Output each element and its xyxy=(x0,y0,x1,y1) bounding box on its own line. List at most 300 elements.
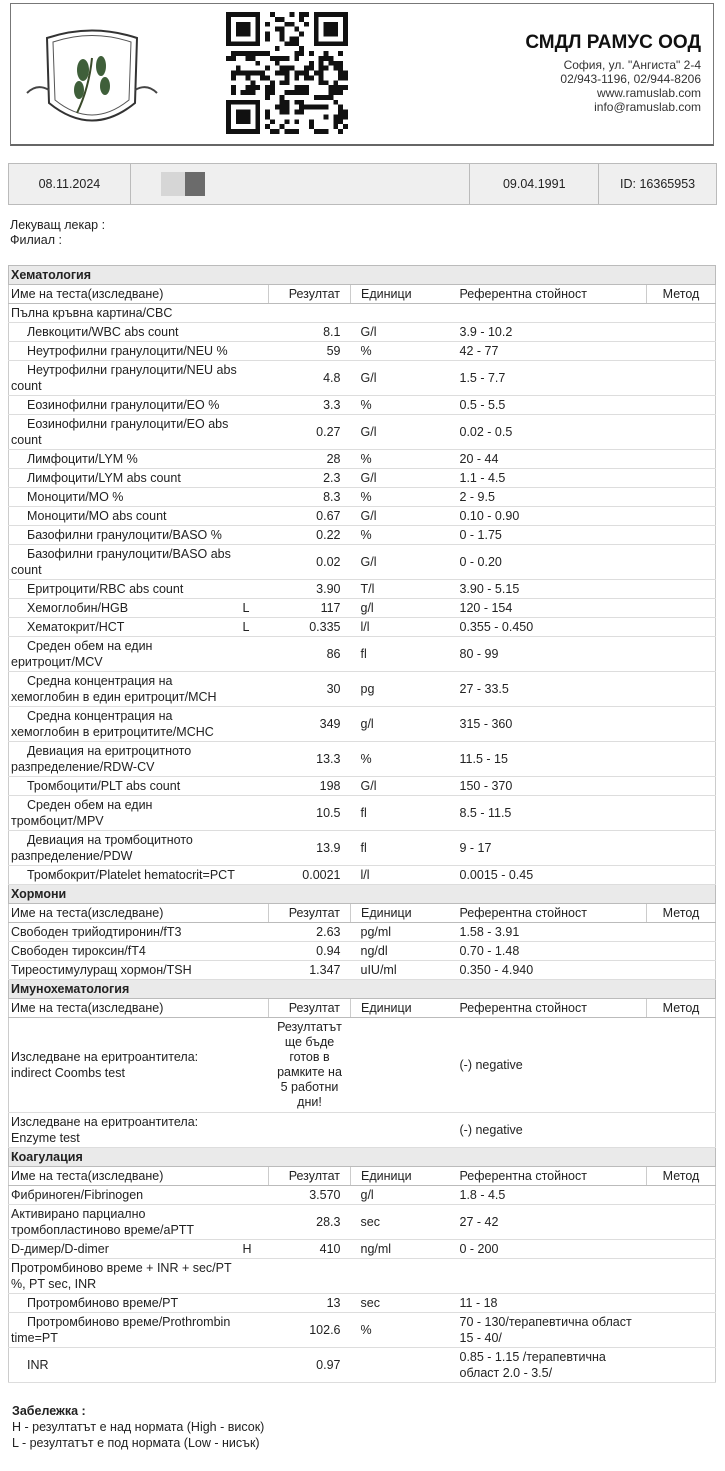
reference-range xyxy=(452,1259,647,1294)
method xyxy=(647,742,716,777)
result-value: 8.1 xyxy=(269,323,351,342)
result-flag xyxy=(241,1205,269,1240)
result-unit: sec xyxy=(351,1294,452,1313)
method xyxy=(647,1018,716,1113)
table-row xyxy=(9,488,716,507)
table-row xyxy=(9,1240,716,1259)
test-name: Среден обем на един тромбоцит/MPV xyxy=(9,796,241,831)
result-unit: % xyxy=(351,742,452,777)
table-row xyxy=(9,923,716,942)
test-name: Моноцити/MO abs count xyxy=(9,507,241,526)
result-flag xyxy=(241,415,269,450)
table-row xyxy=(9,304,716,323)
method xyxy=(647,1205,716,1240)
table-row xyxy=(9,831,716,866)
result-unit: l/l xyxy=(351,618,452,637)
result-value: 2.3 xyxy=(269,469,351,488)
col-result-header: Резултат xyxy=(269,1167,351,1186)
result-value: 4.8 xyxy=(269,361,351,396)
result-value: 410 xyxy=(269,1240,351,1259)
test-name: Свободен трийодтиронин/fT3 xyxy=(9,923,241,942)
result-flag: H xyxy=(241,1240,269,1259)
test-name: Протромбиново време/Prothrombin time=PT xyxy=(9,1313,241,1348)
reference-range: (-) negative xyxy=(452,1113,647,1148)
col-unit-header: Единици xyxy=(351,999,452,1018)
test-name: Моноцити/MO % xyxy=(9,488,241,507)
col-name-header: Име на теста(изследване) xyxy=(9,1167,269,1186)
test-name: Пълна кръвна картина/CBC xyxy=(9,304,241,323)
method xyxy=(647,342,716,361)
result-unit: G/l xyxy=(351,777,452,796)
result-value: 0.67 xyxy=(269,507,351,526)
reference-range: 70 - 130/терапевтична област 15 - 40/ xyxy=(452,1313,647,1348)
test-name: Хематокрит/HCT xyxy=(9,618,241,637)
result-flag xyxy=(241,450,269,469)
result-unit: % xyxy=(351,342,452,361)
reference-range: 0.350 - 4.940 xyxy=(452,961,647,980)
method xyxy=(647,618,716,637)
result-flag xyxy=(241,526,269,545)
reference-range: 27 - 33.5 xyxy=(452,672,647,707)
test-name: Изследване на еритроантитела: indirect Coombs test xyxy=(9,1018,241,1113)
test-name: Тромбоцити/PLT abs count xyxy=(9,777,241,796)
result-flag xyxy=(241,1113,269,1148)
col-ref-header: Референтна стойност xyxy=(452,1167,647,1186)
method xyxy=(647,507,716,526)
result-unit: % xyxy=(351,450,452,469)
result-value: 13.3 xyxy=(269,742,351,777)
result-flag xyxy=(241,1018,269,1113)
reference-range: 8.5 - 11.5 xyxy=(452,796,647,831)
result-flag xyxy=(241,1313,269,1348)
test-name: Средна концентрация на хемоглобин в еритроцитите/MCHC xyxy=(9,707,241,742)
result-flag xyxy=(241,545,269,580)
result-unit: fl xyxy=(351,831,452,866)
col-method-header: Метод xyxy=(647,904,716,923)
result-value xyxy=(269,1259,351,1294)
section-title: Хормони xyxy=(9,885,716,904)
test-name: Тромбокрит/Platelet hematocrit=PCT xyxy=(9,866,241,885)
result-unit: G/l xyxy=(351,415,452,450)
reference-range: 0 - 200 xyxy=(452,1240,647,1259)
section-title: Имунохематология xyxy=(9,980,716,999)
reference-range: 80 - 99 xyxy=(452,637,647,672)
result-unit: G/l xyxy=(351,323,452,342)
table-row xyxy=(9,866,716,885)
col-result-header: Резултат xyxy=(269,285,351,304)
col-unit-header: Единици xyxy=(351,904,452,923)
result-unit: G/l xyxy=(351,507,452,526)
result-unit: ng/dl xyxy=(351,942,452,961)
reference-range: (-) negative xyxy=(452,1018,647,1113)
method xyxy=(647,545,716,580)
patient-bar xyxy=(8,163,717,205)
method xyxy=(647,923,716,942)
result-flag xyxy=(241,580,269,599)
result-value: 13 xyxy=(269,1294,351,1313)
note-line-low: L - резултатът е под нормата (Low - нисък) xyxy=(12,1436,260,1450)
col-name-header: Име на теста(изследване) xyxy=(9,285,269,304)
method xyxy=(647,637,716,672)
reference-range: 2 - 9.5 xyxy=(452,488,647,507)
result-flag xyxy=(241,488,269,507)
lab-header xyxy=(10,3,714,146)
method xyxy=(647,1294,716,1313)
reference-range: 11 - 18 xyxy=(452,1294,647,1313)
table-row xyxy=(9,1313,716,1348)
result-value: 349 xyxy=(269,707,351,742)
result-flag xyxy=(241,796,269,831)
result-value: 30 xyxy=(269,672,351,707)
result-unit: ng/ml xyxy=(351,1240,452,1259)
result-value: 28 xyxy=(269,450,351,469)
method xyxy=(647,1259,716,1294)
result-flag xyxy=(241,1259,269,1294)
table-row xyxy=(9,361,716,396)
reference-range: 9 - 17 xyxy=(452,831,647,866)
result-value: 0.22 xyxy=(269,526,351,545)
method xyxy=(647,488,716,507)
col-ref-header: Референтна стойност xyxy=(452,999,647,1018)
col-unit-header: Единици xyxy=(351,285,452,304)
table-row xyxy=(9,777,716,796)
reference-range: 0.5 - 5.5 xyxy=(452,396,647,415)
section-header xyxy=(9,266,716,285)
reference-range: 1.8 - 4.5 xyxy=(452,1186,647,1205)
result-unit: fl xyxy=(351,796,452,831)
lab-address: София, ул. "Ангиста" 2-4 xyxy=(563,58,701,72)
result-value: 86 xyxy=(269,637,351,672)
table-row xyxy=(9,1186,716,1205)
table-row xyxy=(9,342,716,361)
test-name: Тиреостимулуращ хормон/TSH xyxy=(9,961,241,980)
result-unit: g/l xyxy=(351,599,452,618)
patient-name-redacted xyxy=(131,164,471,204)
result-flag: L xyxy=(241,599,269,618)
test-name: Левкоцити/WBC abs count xyxy=(9,323,241,342)
table-row xyxy=(9,323,716,342)
col-result-header: Резултат xyxy=(269,904,351,923)
reference-range: 11.5 - 15 xyxy=(452,742,647,777)
test-name: Средна концентрация на хемоглобин в един еритроцит/MCH xyxy=(9,672,241,707)
result-value: 3.3 xyxy=(269,396,351,415)
method xyxy=(647,1113,716,1148)
reference-range: 315 - 360 xyxy=(452,707,647,742)
result-value: 0.97 xyxy=(269,1348,351,1383)
result-unit: % xyxy=(351,526,452,545)
test-name: Протромбиново време/PT xyxy=(9,1294,241,1313)
reference-range: 3.90 - 5.15 xyxy=(452,580,647,599)
result-unit: g/l xyxy=(351,707,452,742)
result-value: 0.335 xyxy=(269,618,351,637)
test-name: Протромбиново време + INR + sec/PT %, PT sec, INR xyxy=(9,1259,241,1294)
result-unit xyxy=(351,1018,452,1113)
test-name: Активирано парциално тромбопластиново време/aPTT xyxy=(9,1205,241,1240)
table-row xyxy=(9,1205,716,1240)
table-row xyxy=(9,526,716,545)
section-header xyxy=(9,980,716,999)
lab-email[interactable]: info@ramuslab.com xyxy=(594,100,701,114)
table-row xyxy=(9,545,716,580)
method xyxy=(647,777,716,796)
col-method-header: Метод xyxy=(647,285,716,304)
method xyxy=(647,469,716,488)
col-name-header: Име на теста(изследване) xyxy=(9,999,269,1018)
result-flag xyxy=(241,396,269,415)
result-unit: G/l xyxy=(351,545,452,580)
column-header-row xyxy=(9,285,716,304)
test-name: Еозинофилни гранулоцити/EO abs count xyxy=(9,415,241,450)
result-unit xyxy=(351,304,452,323)
test-name: Девиация на еритроцитното разпределение/RDW-CV xyxy=(9,742,241,777)
reference-range: 0.85 - 1.15 /терапевтична област 2.0 - 3.5/ xyxy=(452,1348,647,1383)
result-unit: sec xyxy=(351,1205,452,1240)
result-unit: l/l xyxy=(351,866,452,885)
result-unit: g/l xyxy=(351,1186,452,1205)
result-value: 28.3 xyxy=(269,1205,351,1240)
method xyxy=(647,599,716,618)
section-title: Коагулация xyxy=(9,1148,716,1167)
test-name: Неутрофилни гранулоцити/NEU abs count xyxy=(9,361,241,396)
reference-range: 3.9 - 10.2 xyxy=(452,323,647,342)
result-value: 117 xyxy=(269,599,351,618)
method xyxy=(647,796,716,831)
result-value: 3.570 xyxy=(269,1186,351,1205)
result-unit: G/l xyxy=(351,469,452,488)
table-row xyxy=(9,637,716,672)
result-unit xyxy=(351,1348,452,1383)
table-row xyxy=(9,796,716,831)
result-value: 10.5 xyxy=(269,796,351,831)
table-row xyxy=(9,599,716,618)
method xyxy=(647,831,716,866)
result-value: 0.02 xyxy=(269,545,351,580)
report-date: 08.11.2024 xyxy=(9,164,131,204)
result-value: 13.9 xyxy=(269,831,351,866)
result-unit: % xyxy=(351,488,452,507)
result-flag xyxy=(241,1348,269,1383)
col-ref-header: Референтна стойност xyxy=(452,285,647,304)
result-unit: % xyxy=(351,396,452,415)
reference-range: 1.1 - 4.5 xyxy=(452,469,647,488)
method xyxy=(647,1348,716,1383)
result-flag xyxy=(241,1294,269,1313)
table-row xyxy=(9,1348,716,1383)
result-flag xyxy=(241,777,269,796)
result-unit xyxy=(351,1259,452,1294)
method xyxy=(647,961,716,980)
result-flag xyxy=(241,342,269,361)
result-value: 1.347 xyxy=(269,961,351,980)
note-title: Забележка : xyxy=(12,1404,86,1418)
result-flag xyxy=(241,323,269,342)
test-name: D-димер/D-dimer xyxy=(9,1240,241,1259)
test-name: INR xyxy=(9,1348,241,1383)
ramus-logo xyxy=(17,8,167,140)
reference-range: 0.10 - 0.90 xyxy=(452,507,647,526)
table-row xyxy=(9,507,716,526)
result-value: 3.90 xyxy=(269,580,351,599)
table-row xyxy=(9,618,716,637)
result-flag xyxy=(241,469,269,488)
section-title: Хематология xyxy=(9,266,716,285)
table-row xyxy=(9,1259,716,1294)
reference-range: 1.5 - 7.7 xyxy=(452,361,647,396)
result-value: 8.3 xyxy=(269,488,351,507)
test-name: Базофилни гранулоцити/BASO abs count xyxy=(9,545,241,580)
results-table xyxy=(8,265,716,1383)
table-row xyxy=(9,742,716,777)
result-unit: pg xyxy=(351,672,452,707)
method xyxy=(647,526,716,545)
qr-code xyxy=(224,12,350,134)
lab-phones: 02/943-1196, 02/944-8206 xyxy=(560,72,701,86)
test-name: Свободен тироксин/fT4 xyxy=(9,942,241,961)
section-header xyxy=(9,1148,716,1167)
result-flag xyxy=(241,507,269,526)
table-row xyxy=(9,1113,716,1148)
result-flag xyxy=(241,866,269,885)
result-flag xyxy=(241,361,269,396)
col-result-header: Резултат xyxy=(269,999,351,1018)
reference-range: 120 - 154 xyxy=(452,599,647,618)
report-body xyxy=(8,265,715,1471)
method xyxy=(647,707,716,742)
reference-range: 0.0015 - 0.45 xyxy=(452,866,647,885)
reference-range: 20 - 44 xyxy=(452,450,647,469)
method xyxy=(647,942,716,961)
result-value: Резултатът ще бъде готов в рамките на 5 работни дни! xyxy=(269,1018,351,1113)
legend-note xyxy=(12,1403,715,1451)
result-value: 0.27 xyxy=(269,415,351,450)
result-value xyxy=(269,1113,351,1148)
method xyxy=(647,580,716,599)
result-value: 2.63 xyxy=(269,923,351,942)
result-value: 59 xyxy=(269,342,351,361)
lab-website[interactable]: www.ramuslab.com xyxy=(596,86,701,100)
result-flag xyxy=(241,961,269,980)
result-value: 102.6 xyxy=(269,1313,351,1348)
table-row xyxy=(9,961,716,980)
result-value: 0.94 xyxy=(269,942,351,961)
table-row xyxy=(9,1018,716,1113)
lab-contact xyxy=(525,32,701,114)
column-header-row xyxy=(9,904,716,923)
test-name: Девиация на тромбоцитното разпределение/PDW xyxy=(9,831,241,866)
result-unit: fl xyxy=(351,637,452,672)
table-row xyxy=(9,580,716,599)
reference-range: 0 - 1.75 xyxy=(452,526,647,545)
result-value: 198 xyxy=(269,777,351,796)
result-flag xyxy=(241,304,269,323)
table-row xyxy=(9,415,716,450)
reference-range: 0 - 0.20 xyxy=(452,545,647,580)
col-method-header: Метод xyxy=(647,1167,716,1186)
method xyxy=(647,672,716,707)
column-header-row xyxy=(9,1167,716,1186)
test-name: Изследване на еритроантитела: Enzyme test xyxy=(9,1113,241,1148)
method xyxy=(647,1240,716,1259)
doctor-info xyxy=(10,218,105,248)
result-unit: uIU/ml xyxy=(351,961,452,980)
reference-range: 0.355 - 0.450 xyxy=(452,618,647,637)
result-flag xyxy=(241,672,269,707)
result-unit: T/l xyxy=(351,580,452,599)
test-name: Фибриноген/Fibrinogen xyxy=(9,1186,241,1205)
result-flag xyxy=(241,637,269,672)
result-flag: L xyxy=(241,618,269,637)
col-unit-header: Единици xyxy=(351,1167,452,1186)
reference-range: 1.58 - 3.91 xyxy=(452,923,647,942)
result-unit: G/l xyxy=(351,361,452,396)
test-name: Еритроцити/RBC abs count xyxy=(9,580,241,599)
method xyxy=(647,866,716,885)
reference-range: 0.02 - 0.5 xyxy=(452,415,647,450)
column-header-row xyxy=(9,999,716,1018)
method xyxy=(647,304,716,323)
col-name-header: Име на теста(изследване) xyxy=(9,904,269,923)
result-flag xyxy=(241,1186,269,1205)
result-flag xyxy=(241,923,269,942)
reference-range: 27 - 42 xyxy=(452,1205,647,1240)
reference-range: 0.70 - 1.48 xyxy=(452,942,647,961)
table-row xyxy=(9,942,716,961)
doctor-label: Лекуващ лекар : xyxy=(10,218,106,232)
table-row xyxy=(9,707,716,742)
table-row xyxy=(9,469,716,488)
result-value: 0.0021 xyxy=(269,866,351,885)
result-unit: pg/ml xyxy=(351,923,452,942)
test-name: Хемоглобин/HGB xyxy=(9,599,241,618)
method xyxy=(647,361,716,396)
table-row xyxy=(9,1294,716,1313)
reference-range xyxy=(452,304,647,323)
col-ref-header: Референтна стойност xyxy=(452,904,647,923)
test-name: Лимфоцити/LYM % xyxy=(9,450,241,469)
result-unit xyxy=(351,1113,452,1148)
result-value xyxy=(269,304,351,323)
note-line-high: H - резултатът е над нормата (High - висок) xyxy=(12,1420,265,1434)
method xyxy=(647,1313,716,1348)
test-name: Неутрофилни гранулоцити/NEU % xyxy=(9,342,241,361)
test-name: Еозинофилни гранулоцити/EO % xyxy=(9,396,241,415)
method xyxy=(647,323,716,342)
branch-label: Филиал : xyxy=(10,233,62,247)
result-flag xyxy=(241,707,269,742)
table-row xyxy=(9,396,716,415)
table-row xyxy=(9,672,716,707)
lab-name: СМДЛ РАМУС ООД xyxy=(525,32,701,53)
table-row xyxy=(9,450,716,469)
test-name: Среден обем на един еритроцит/MCV xyxy=(9,637,241,672)
result-flag xyxy=(241,942,269,961)
method xyxy=(647,415,716,450)
test-name: Базофилни гранулоцити/BASO % xyxy=(9,526,241,545)
method xyxy=(647,450,716,469)
birth-date: 09.04.1991 xyxy=(470,164,599,204)
reference-range: 42 - 77 xyxy=(452,342,647,361)
test-name: Лимфоцити/LYM abs count xyxy=(9,469,241,488)
reference-range: 150 - 370 xyxy=(452,777,647,796)
result-flag xyxy=(241,742,269,777)
result-unit: % xyxy=(351,1313,452,1348)
patient-id: ID: 16365953 xyxy=(620,177,696,191)
section-header xyxy=(9,885,716,904)
col-method-header: Метод xyxy=(647,999,716,1018)
method xyxy=(647,396,716,415)
result-flag xyxy=(241,831,269,866)
method xyxy=(647,1186,716,1205)
